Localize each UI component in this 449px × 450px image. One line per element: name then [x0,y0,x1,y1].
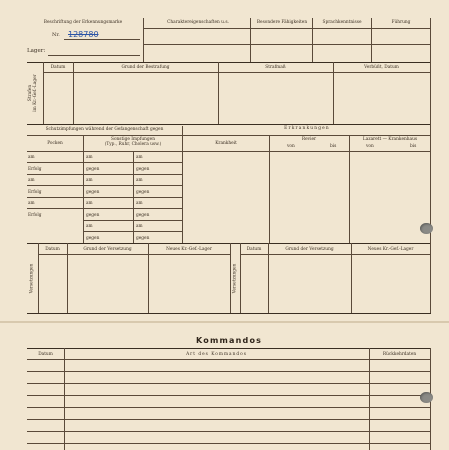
kommandos-col-return: Rückkehrdaten [382,352,417,357]
vacc-row-6-mid: gegen [86,213,100,218]
transfer-col-date-right: Datum [246,247,262,252]
transfer-col-camp-right: Neues Kr.-Gef.-Lager [367,247,414,252]
fold-line [0,321,449,323]
col-reason: Grund der Bestrafung [121,65,170,70]
vacc-row-8-right: gegen [136,236,150,241]
vacc-row-5-right: am [136,201,143,206]
vacc-row-5-left: am [28,201,35,206]
vacc-row-6-left: Erfolg [28,213,42,218]
transfer-col-reason-left: Grund der Versetzung [83,247,132,252]
vacc-row-6-right: gegen [136,213,150,218]
transfers-side-label-right: Versetzungen [232,263,238,294]
col-pocken: Pocken [47,141,63,146]
vacc-row-4-right: gegen [136,190,150,195]
revier-von: von [287,144,295,149]
col-illness: Krankheit [215,141,237,146]
languages-label: Sprachkenntnisse [322,20,362,25]
conduct-label: Führung [391,20,411,25]
transfer-col-camp-left: Neues Kr.-Gef.-Lager [166,247,212,252]
lazarett-bis: bis [410,144,417,149]
vacc-row-2-left: Erfolg [28,167,42,172]
lazarett-von: von [366,144,374,149]
vacc-row-3-left: am [28,178,35,183]
vacc-row-7-mid: am [86,224,93,229]
vacc-row-7-right: am [136,224,143,229]
vacc-row-5-mid: am [86,201,93,206]
nr-label: Nr. [52,32,60,38]
punch-hole-upper [420,223,433,234]
vacc-row-1-right: am [136,155,143,160]
kommandos-col-date: Datum [38,352,53,357]
vacc-row-3-right: am [136,178,143,183]
vacc-row-2-mid: gegen [86,167,100,172]
col-lazarett: Lazarett — Krankenhaus [362,137,418,142]
recognition-mark-label: Beschriftung der Erkennungsmarke [43,20,123,25]
skills-label: Besondere Fähigkeiten [256,20,308,25]
punch-hole-lower [420,392,433,403]
vacc-row-4-left: Erfolg [28,190,42,195]
transfer-col-date-left: Datum [45,247,60,252]
vacc-row-2-right: gegen [136,167,150,172]
vacc-row-1-left: am [28,155,35,160]
kommandos-col-type: Art des Kommandos [186,352,247,357]
vacc-row-3-mid: am [86,178,93,183]
revier-bis: bis [330,144,337,149]
col-date: Datum [50,65,66,70]
col-served: Verbüßt, Datum [364,65,399,70]
vaccinations-title: Schutzimpfungen während der Gefangenschaft gegen [45,127,164,132]
punishments-side-label: Strafen im Kr.-Gef.-Lager [28,74,38,112]
transfers-side-label-left: Versetzungen [29,263,35,294]
lager-label: Lager: [27,48,46,54]
vacc-row-1-mid: am [86,155,93,160]
col-other-1: Sonstige Impfungen [111,137,155,142]
col-revier: Revier [301,137,317,142]
kommandos-title: Kommandos [196,336,263,345]
character-label: Charaktereigenschaften u.s. [167,20,229,25]
illnesses-title: Erkrankungen [284,126,330,131]
nr-value: 128780 [68,30,99,39]
vacc-row-8-mid: gegen [86,236,100,241]
vacc-row-4-mid: gegen [86,190,100,195]
col-penalty: Strafmaß [265,65,286,70]
transfer-col-reason-right: Grund der Versetzung [285,247,334,252]
col-other-2: (Typ., Ruhr, Cholera usw.) [104,142,162,147]
